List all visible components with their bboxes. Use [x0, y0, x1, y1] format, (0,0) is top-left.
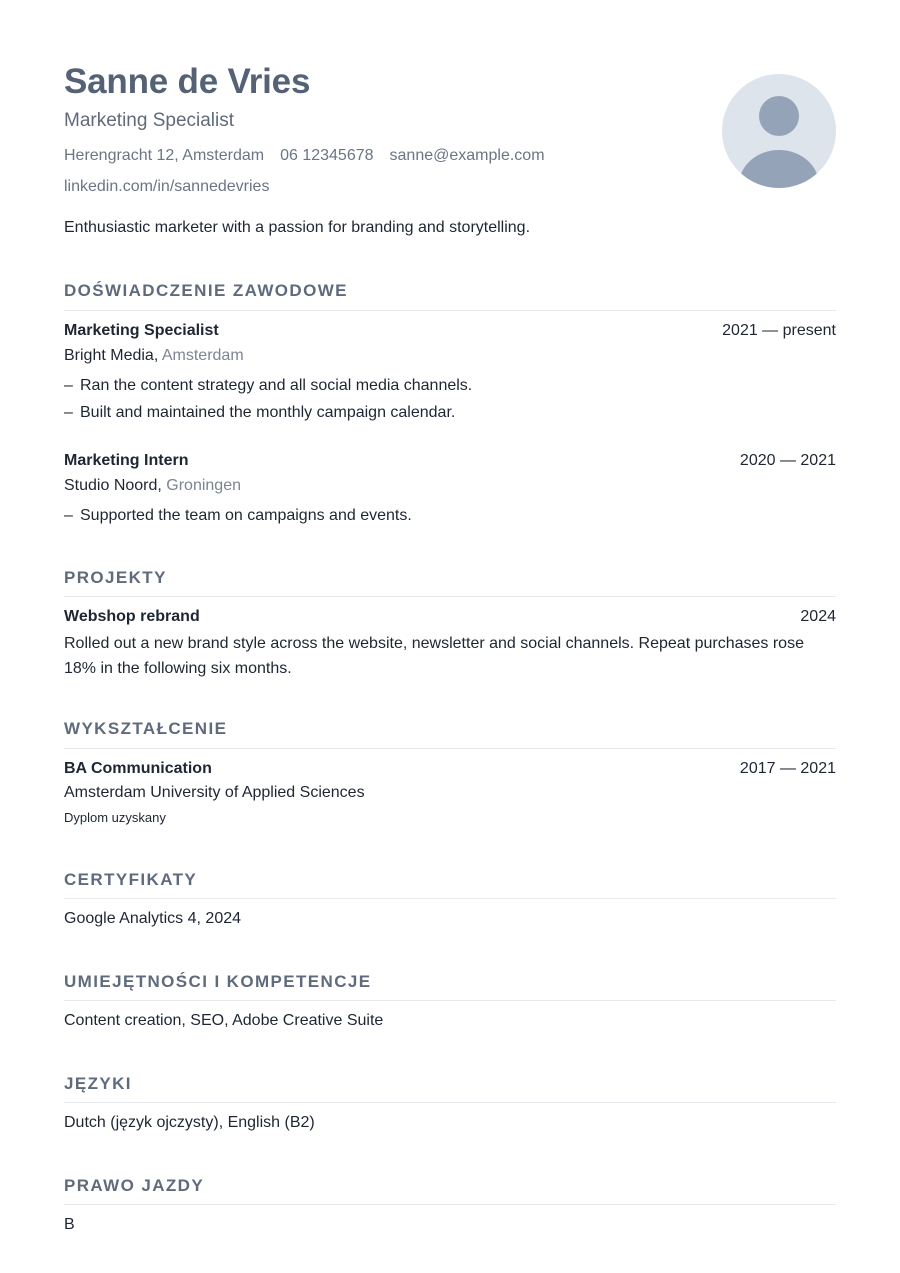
- contact-linkedin: linkedin.com/in/sannedevries: [64, 178, 270, 195]
- avatar-head-shape: [759, 96, 799, 136]
- section-title-certificates: CERTYFIKATY: [64, 870, 198, 889]
- section-title-education: WYKSZTAŁCENIE: [64, 719, 228, 738]
- project-name: Webshop rebrand: [64, 608, 200, 625]
- section-divider: [64, 1102, 836, 1103]
- job-role: Marketing Specialist: [64, 322, 219, 339]
- job-bullet: – Ran the content strategy and all social media channels.: [64, 377, 473, 394]
- driving-text: B: [64, 1216, 75, 1233]
- job-bullet: – Supported the team on campaigns and events.: [64, 507, 412, 524]
- education-note: Dyplom uzyskany: [64, 810, 166, 825]
- job-dates: 2021 — present: [722, 322, 836, 339]
- candidate-name: Sanne de Vries: [64, 62, 311, 101]
- languages-text: Dutch (język ojczysty), English (B2): [64, 1114, 315, 1131]
- education-header: [64, 760, 836, 782]
- section-title-projects: PROJEKTY: [64, 568, 167, 587]
- skills-text: Content creation, SEO, Adobe Creative Suite: [64, 1012, 384, 1029]
- section-title-skills: UMIEJĘTNOŚCI I KOMPETENCJE: [64, 972, 372, 991]
- job-bullet: – Built and maintained the monthly campaign calendar.: [64, 404, 456, 421]
- education-degree: BA Communication: [64, 760, 212, 777]
- job-company-line: Bright Media, Amsterdam: [64, 347, 244, 364]
- job-header: [64, 322, 836, 344]
- education-dates: 2017 — 2021: [739, 760, 836, 777]
- job-location: Amsterdam: [161, 347, 244, 364]
- project-header: [64, 608, 836, 630]
- section-divider: [64, 596, 836, 597]
- certificates-text: Google Analytics 4, 2024: [64, 910, 242, 927]
- section-title-experience: DOŚWIADCZENIE ZAWODOWE: [64, 281, 348, 300]
- job-role: Marketing Intern: [64, 452, 189, 469]
- job-company: Bright Media: [64, 347, 154, 364]
- contact-line: [64, 147, 545, 165]
- avatar-icon: [722, 74, 836, 188]
- contact-email: sanne@example.com: [389, 147, 545, 164]
- project-description: Rolled out a new brand style across the website, newsletter and social channels. Repeat purchases rose 18% in the following six months.: [64, 635, 804, 677]
- section-divider: [64, 1204, 836, 1205]
- section-divider: [64, 1000, 836, 1001]
- section-divider: [64, 748, 836, 749]
- job-dates: 2020 — 2021: [739, 452, 836, 469]
- education-school: Amsterdam University of Applied Sciences: [64, 784, 365, 801]
- job-header: [64, 452, 836, 474]
- section-divider: [64, 310, 836, 311]
- avatar-body-shape: [739, 150, 819, 188]
- candidate-role: Marketing Specialist: [64, 110, 235, 131]
- contact-address: Herengracht 12, Amsterdam: [64, 147, 265, 164]
- contact-phone: 06 12345678: [280, 147, 374, 164]
- job-company: Studio Noord: [64, 477, 158, 494]
- job-company-line: Studio Noord, Groningen: [64, 477, 241, 494]
- section-title-languages: JĘZYKI: [64, 1074, 132, 1093]
- section-title-driving: PRAWO JAZDY: [64, 1176, 205, 1195]
- job-location: Groningen: [166, 477, 241, 494]
- section-divider: [64, 898, 836, 899]
- project-year: 2024: [800, 608, 836, 625]
- profile-summary: Enthusiastic marketer with a passion for branding and storytelling.: [64, 219, 531, 236]
